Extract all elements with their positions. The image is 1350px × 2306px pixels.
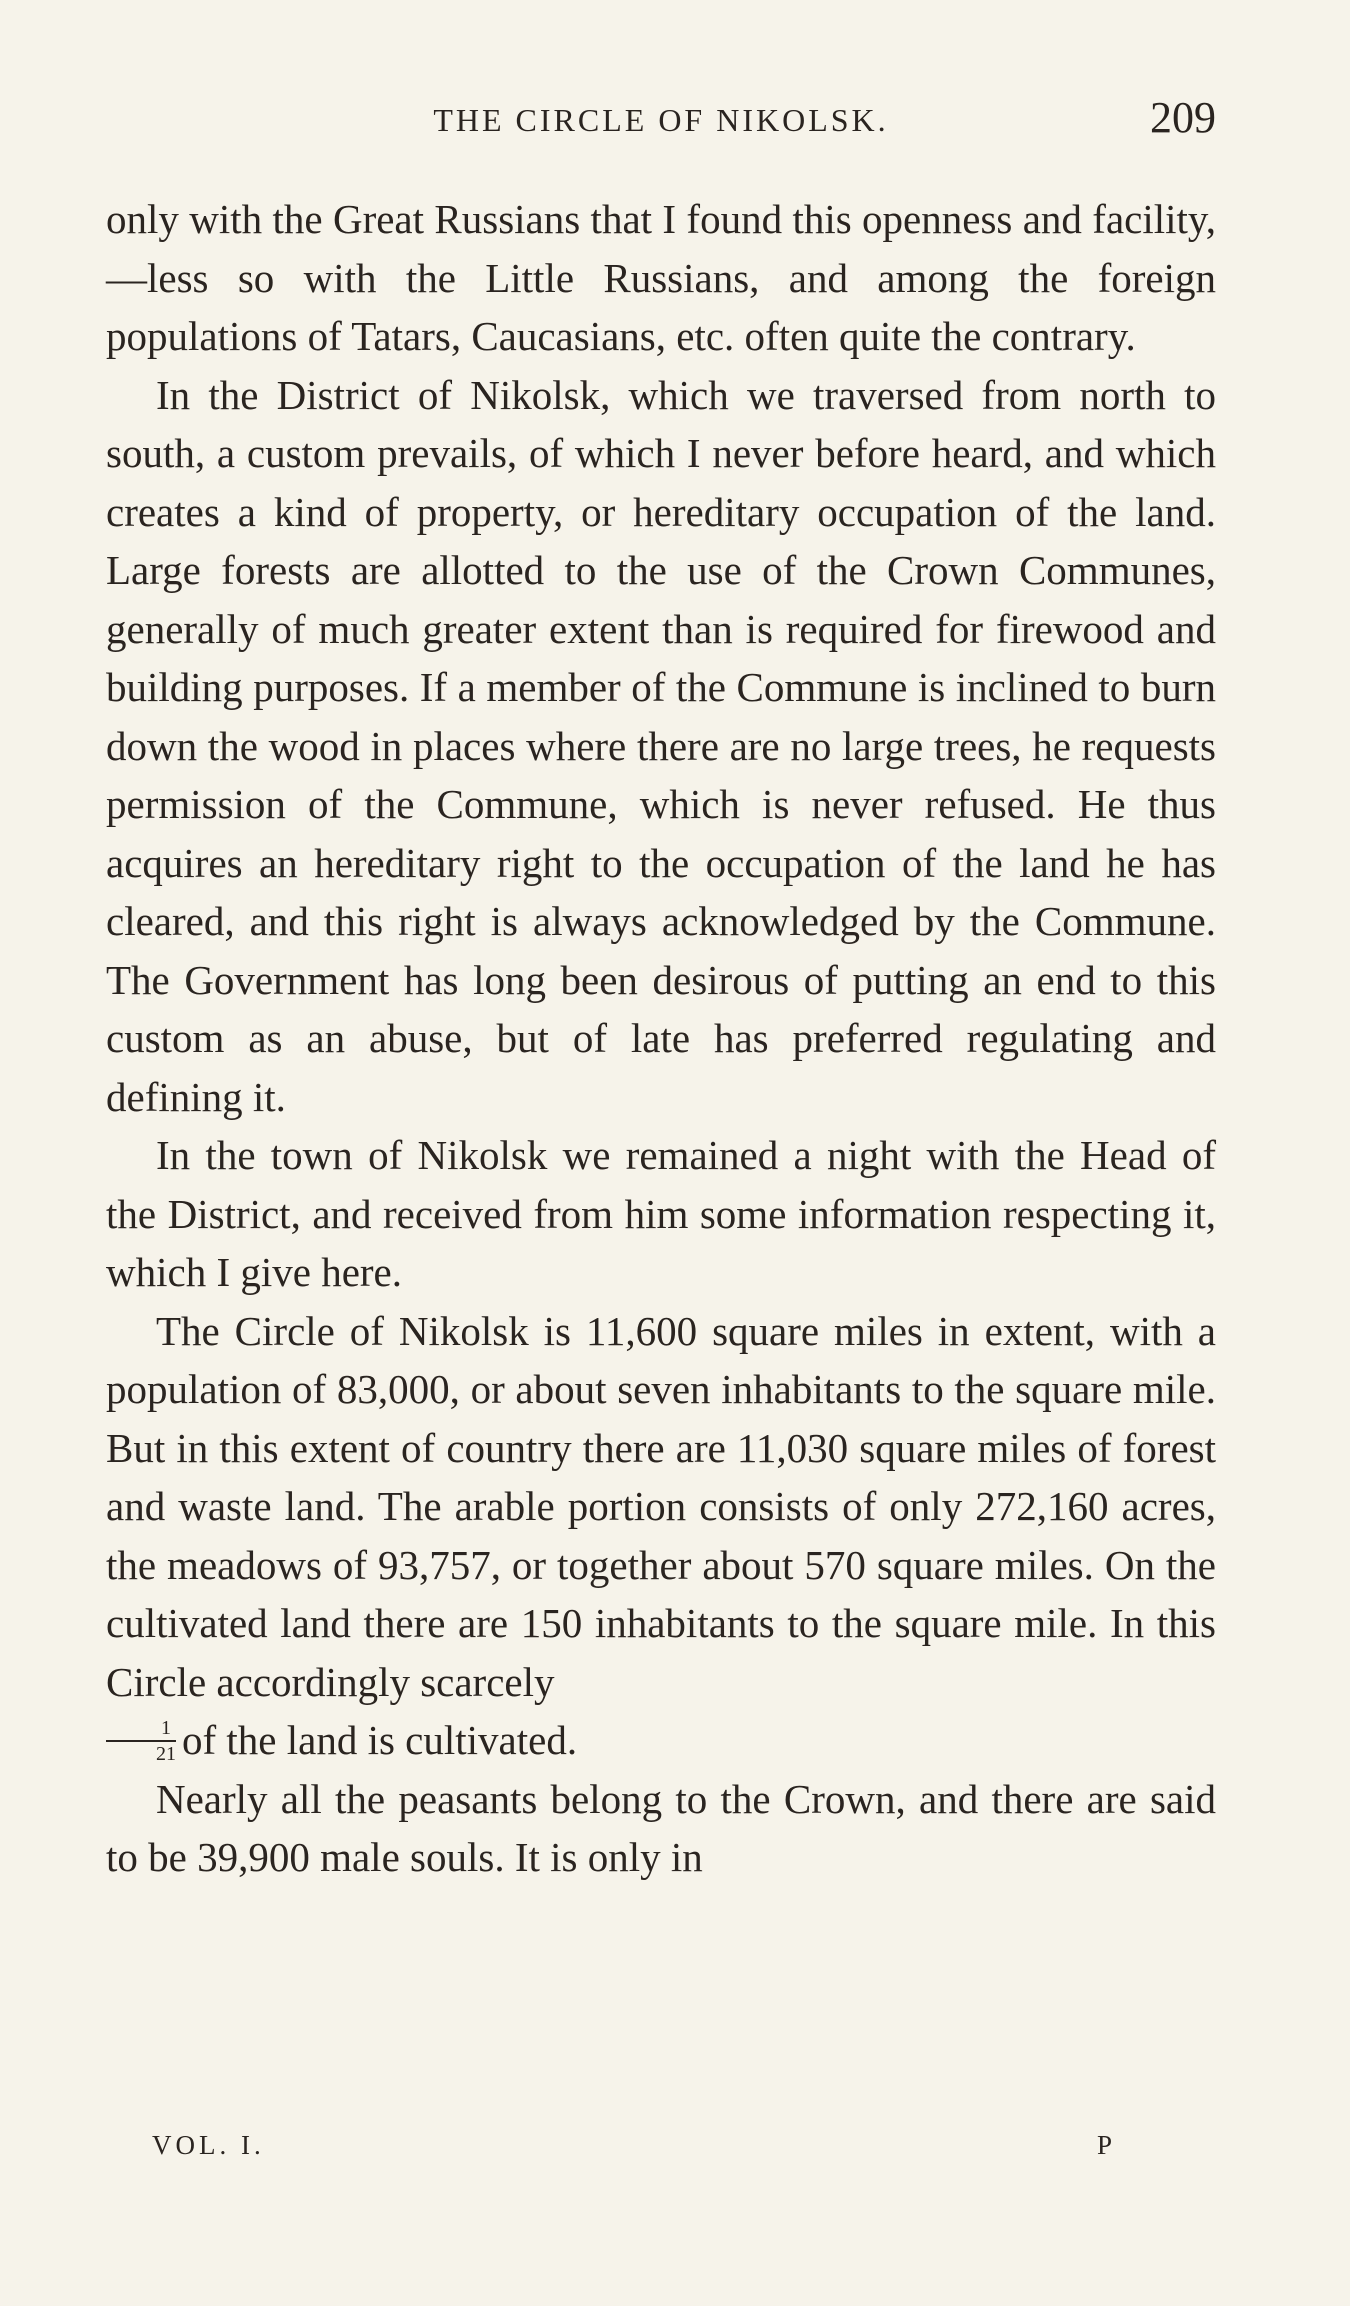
paragraph-5: Nearly all the peasants belong to the Crown, and there are said to be 39,900 male souls. It is only in <box>106 1775 1216 1880</box>
page-footer <box>152 2130 1112 2170</box>
running-title: THE CIRCLE OF NIKOLSK. <box>433 102 889 138</box>
body-text <box>106 190 1216 1887</box>
paragraph-3: In the town of Nikolsk we remained a night with the Head of the District, and received from him some information respecting it, which I give here. <box>106 1132 1216 1295</box>
fraction-one-twentyfirst <box>106 1718 176 1764</box>
signature-mark: VOL. I. <box>152 2130 265 2160</box>
paragraph-4 <box>106 1302 1216 1770</box>
fraction-numerator: 1 <box>106 1718 176 1742</box>
page-number: 209 <box>1150 93 1216 142</box>
fraction-denominator: 21 <box>156 1742 176 1765</box>
signature-letter: P <box>1096 2130 1112 2160</box>
paragraph-4-tail: of the land is cultivated. <box>182 1717 578 1763</box>
paragraph-4-main: The Circle of Nikolsk is 11,600 square miles in extent, with a population of 83,000, or about seven inhabitants to the square mile. But in this extent of country there are 11,030 square miles of forest and waste land. The arable portion consists of only 272,160 acres, the meadows of 93,757, or together about 570 square miles. On the cultivated land there are 150 inhabitants to the square mile. In this Circle accordingly scarcely <box>106 1307 1216 1705</box>
paragraph-2: In the District of Nikolsk, which we traversed from north to south, a custom prevails, of which I never before heard, and which creates a kind of property, or hereditary occupation of the land. Large forests are allotted to the use of the Crown Communes, generally of much greater extent than is required for firewood and building purposes. If a member of the Commune is inclined to burn down the wood in places where there are no large trees, he requests permission of the Commune, which is never refused. He thus acquires an hereditary right to the occupation of the land he has cleared, and this right is always acknowledged by the Commune. The Government has long been desirous of putting an end to this custom as an abuse, but of late has preferred regulating and defining it. <box>106 371 1216 1120</box>
paragraph-1: only with the Great Russians that I found this openness and facility,—less so with the Little Russians, and among the foreign populations of Tatars, Caucasians, etc. often quite the contrary. <box>106 196 1216 359</box>
page-header <box>106 92 1216 142</box>
